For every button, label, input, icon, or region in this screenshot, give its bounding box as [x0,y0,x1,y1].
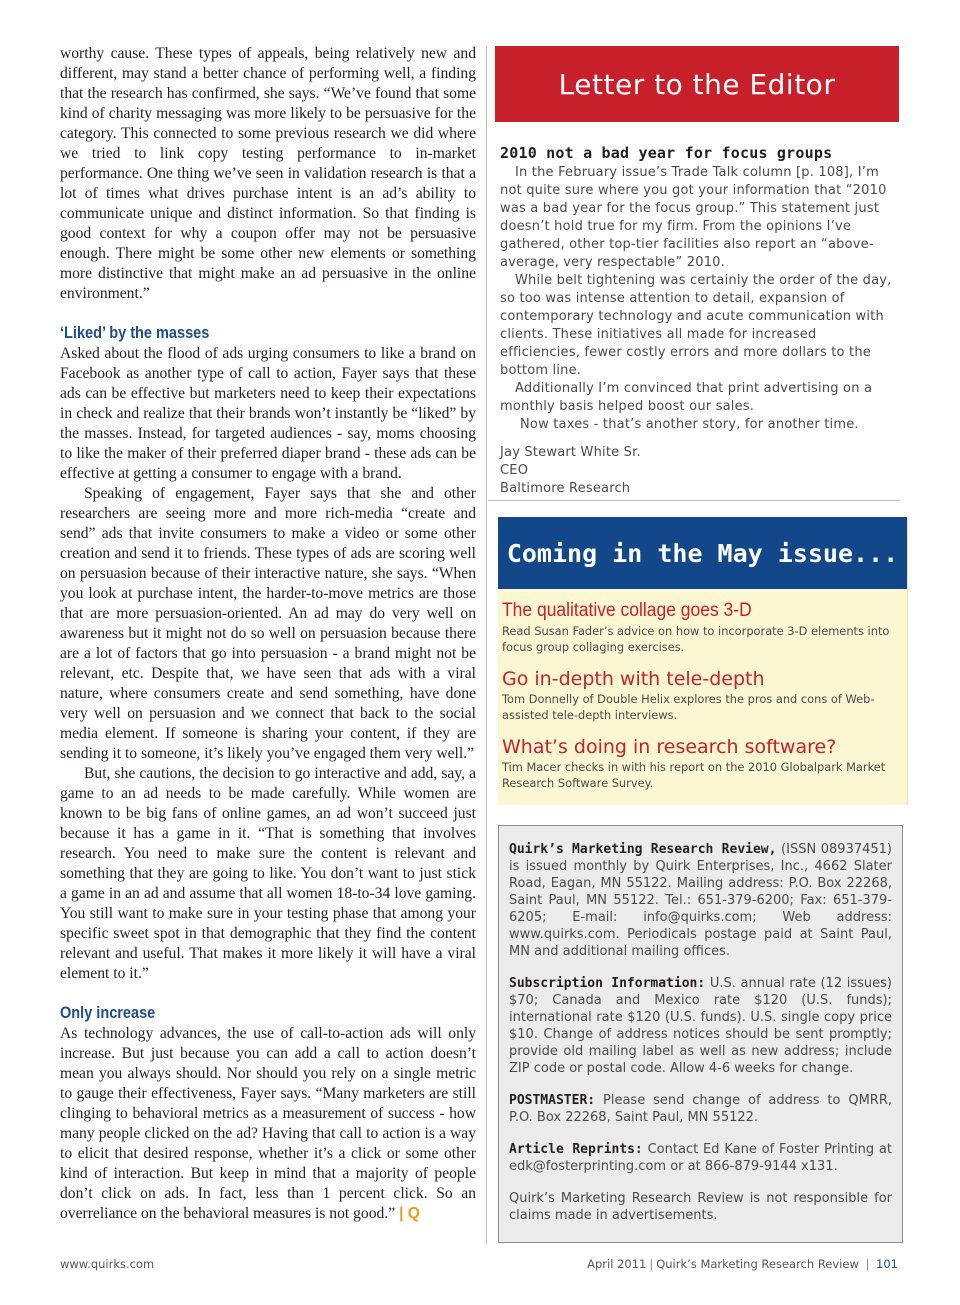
section-divider [488,500,900,501]
may-issue-box [498,517,908,805]
column-divider [486,46,487,1244]
info-text: Please send change of address to QMRR, P.O. Box 22268, Saint Paul, MN 55122. [509,1093,892,1125]
letter-body [500,144,898,498]
may-issue-header [498,517,907,589]
letter-title: 2010 not a bad year for focus groups [500,144,833,162]
letter-paragraph: Now taxes - that’s another story, for another time. [520,417,859,432]
signature-title: CEO [500,463,529,478]
info-label: POSTMASTER: [509,1093,596,1108]
signature-name: Jay Stewart White Sr. [500,445,641,460]
article-intro-paragraph: worthy cause. These types of appeals, being relatively new and different, may stand a better chance of performing well, a finding that the research has confirmed, she says. “We’ve found that some kind of charity messaging was more likely to be persuasive for the category. This connected to some previous research we did where we tried to link copy testing performance to in-market performance. One thing we’ve seen in validation research is that a lot of times what drives purchase intent is an ad’s ability to communicate unique and distinct information. So that finding is good context for why a coupon offer may not be persuasive enough. There might be some other new elements or something more distinctive that might make an ad persuasive in the online environment.” [60,45,476,302]
may-item-desc: Read Susan Fader’s advice on how to incorporate 3-D elements into focus group collaging exercises. [502,624,890,654]
article-column [60,44,476,1224]
signature-company: Baltimore Research [500,481,631,496]
info-paragraph [509,841,892,960]
footer-issue-date: April 2011 [587,1257,647,1271]
info-text: (ISSN 08937451) is issued monthly by Quirk Enterprises, Inc., 4662 Slater Road, Eagan, MN 55122. Mailing address: P.O. Box 22268, Saint Paul, MN 55122. Tel.: 651-379-6200; Fax: 651-379-6205; E-mail: info@quirks.com; Web address: www.quirks.com. Periodicals postage paid at Saint Paul, MN and additional mailing offices. [509,842,893,959]
letter-signature [500,444,898,498]
letter-header-title: Letter to the Editor [558,67,836,101]
may-issue-item [498,667,907,723]
info-text: U.S. annual rate (12 issues) $70; Canada and Mexico rate $120 (U.S. funds); international rate $120 (U.S. funds). U.S. single copy price $10. Change of address notices should be sent promptly; provide old mailing label as well as new address; include ZIP code or postal code. Allow 4-6 weeks for change. [509,976,892,1076]
footer-website: www.quirks.com [60,1257,155,1271]
may-issue-item [498,599,907,655]
article-paragraph: Asked about the flood of ads urging consumers to like a brand on Facebook as another type of call to action, Fayer says that these ads can be effective but marketers need to keep their expectations in check and realize that their brands won’t instantly be “liked” by the masses. Instead, for targeted audiences - say, moms choosing to like the maker of their preferred diaper brand - these ads can be effective at getting a consumer to engage with a brand. [60,345,476,482]
article-closing-text: As technology advances, the use of call-to-action ads will only increase. But just because you can add a call to action doesn’t mean you always should. Nor should you rely on a single metric to gauge their effectiveness, Fayer says. “Many marketers are still clinging to behavioral metrics as a measurement of success - how many people clicked on the ad? Having that call to action is a way to elicit that desired response, whether it’s a click or some other kind of interaction. But keep in mind that a majority of people don’t click on ads. In fact, less than 1 percent click. So an overreliance on the behavioral measures is not good.” [60,1025,476,1222]
letter-header-banner [495,46,899,122]
letter-paragraph: While belt tightening was certainly the order of the day, so too was intense attention to detail, expansion of contemporary technology and acute communication with clients. These initiatives all made for increased efficiencies, fewer costly errors and more dollars to the bottom line. [500,273,892,378]
article-paragraph: But, she cautions, the decision to go interactive and add, say, a game to an ad needs to be made carefully. While women are known to be big fans of online games, an ad won’t succeed just because it has a game in it. “That is something that involves research. You need to make sure the content is relevant and something that they are going to like. You don’t want to just stick a game in an ad and assume that all women 18-to-34 love gaming. You still want to make sure in your testing phase that among your specific sweet spot in that demographic that they find the content relevant and useful. That makes it more likely it will have a viral element to it.” [60,765,476,982]
may-issue-item [498,735,907,791]
info-paragraph [509,1092,892,1126]
article-closing-paragraph [60,1024,476,1224]
info-label: Quirk’s Marketing Research Review, [509,842,777,857]
page-number: 101 [876,1257,898,1271]
section-heading-liked: ‘Liked’ by the masses [60,324,210,342]
info-label: Article Reprints: [509,1142,643,1157]
end-mark: | Q [399,1205,420,1222]
footer-separator: | [861,1257,874,1271]
may-item-desc: Tim Macer checks in with his report on the 2010 Globalpark Market Research Software Survey. [502,760,886,790]
may-item-title: What’s doing in research software? [502,736,837,758]
section-heading-only-increase: Only increase [60,1004,156,1022]
info-paragraph: Quirk’s Marketing Research Review is not responsible for claims made in advertisements. [509,1191,892,1223]
letter-paragraph: In the February issue’s Trade Talk column [p. 108], I’m not quite sure where you got your information that “2010 was a bad year for the focus group.” This statement just doesn’t hold true for my firm. From the opinions I’ve gathered, other top-tier facilities also report an “above-average, very respectable” 2010. [500,165,887,270]
footer-issue-info [587,1257,898,1271]
info-paragraph [509,1141,892,1175]
info-text: Contact Ed Kane of Foster Printing at edk@fosterprinting.com or at 866-879-9144 x131. [509,1142,892,1174]
footer-separator: | [649,1257,654,1271]
may-item-desc: Tom Donnelly of Double Helix explores the pros and cons of Web-assisted tele-depth interviews. [502,692,875,722]
may-issue-title: Coming in the May issue... [506,538,899,568]
letter-paragraph: Additionally I’m convinced that print advertising on a monthly basis helped boost our sales. [500,381,873,414]
footer-publication: Quirk’s Marketing Research Review [656,1257,859,1271]
may-item-title: The qualitative collage goes 3-D [502,600,752,621]
info-label: Subscription Information: [509,976,706,991]
info-paragraph [509,975,892,1077]
may-item-title: Go in-depth with tele-depth [502,668,765,690]
article-paragraph: Speaking of engagement, Fayer says that she and other researchers are seeing more and more rich-media “create and send” ads that invite consumers to make a video or some other creation and send it to friends. These types of ads are scoring well on persuasion because of their interactive nature, she says. “When you look at purchase intent, the harder-to-move metrics are those that are more persuasion-oriented. An ad may do very well on awareness but it might not do so well on persuasion because there are a lot of factors that go into persuasion - a brand might not be relevant, etc. Despite that, we have seen that ads with a viral nature, where consumers create and send something, have done very well on persuasion and we connect that back to the social media element. If someone is sharing your content, if they are sending it to someone, it’s likely you’ve engaged them very well.” [60,485,476,762]
publication-info-box [498,825,903,1243]
